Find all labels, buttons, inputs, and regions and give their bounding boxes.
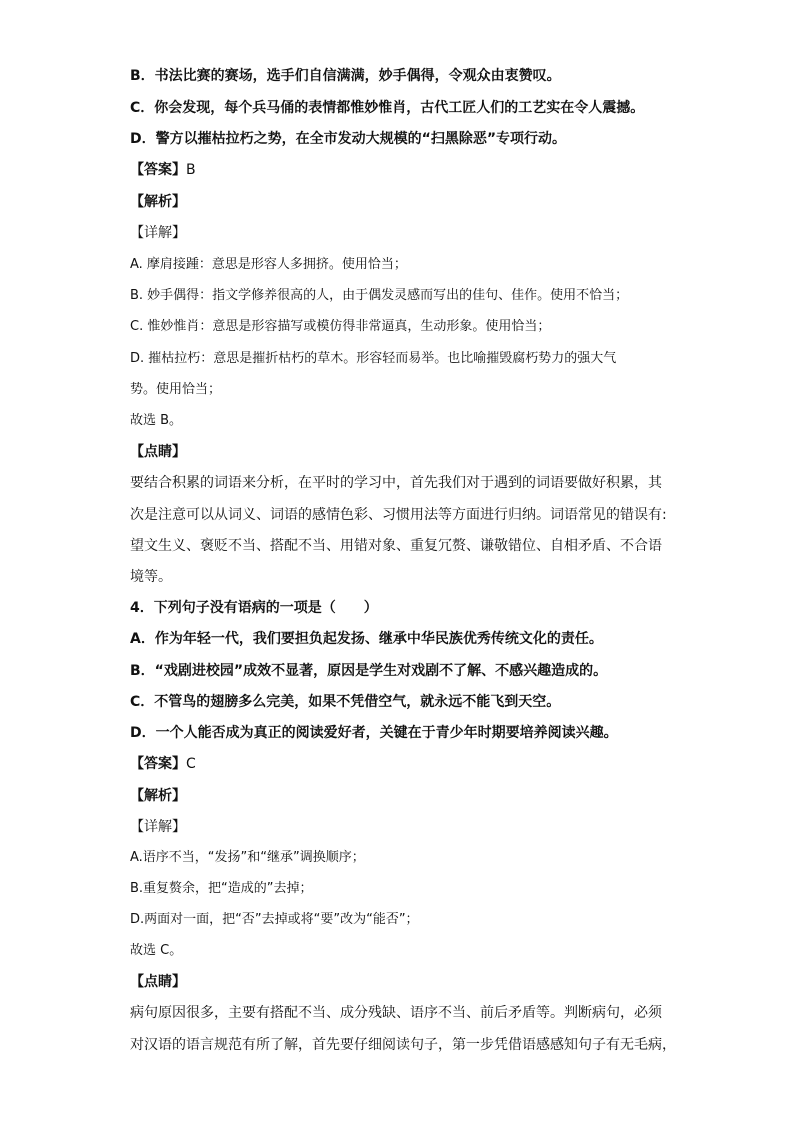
q4-detail-d: D.两面对一面，把“否”去掉或将“要”改为“能否”； [130, 912, 419, 927]
q4-answer [130, 754, 196, 774]
q3-tip-line: 要结合积累的词语来分析，在平时的学习中，首先我们对于遇到的词语要做好积累，其 [130, 475, 662, 491]
q4-option-c: C．不管鸟的翅膀多么完美，如果不凭借空气，就永远不能飞到天空。 [130, 694, 561, 710]
q4-tip-line: 对汉语的语言规范有所了解，首先要仔细阅读句子，第一步凭借语感感知句子有无毛病， [130, 1037, 676, 1053]
q3-tip-label: 【点睛】 [130, 444, 186, 460]
q3-answer [130, 160, 196, 180]
q4-detail-a: A.语序不当，“发扬”和“继承”调换顺序； [130, 850, 365, 865]
q3-detail-d: D. 摧枯拉朽：意思是摧折枯朽的草木。形容轻而易举。也比喻摧毁腐朽势力的强大气 [130, 351, 617, 366]
q3-detail-label: 【详解】 [130, 225, 186, 241]
q4-option-b: B．“戏剧进校园”成效不显著，原因是学生对戏剧不了解、不感兴趣造成的。 [130, 663, 608, 679]
q4-option-d: D．一个人能否成为真正的阅读爱好者，关键在于青少年时期要培养阅读兴趣。 [130, 725, 618, 741]
q3-detail-c: C. 惟妙惟肖：意思是形容描写或模仿得非常逼真，生动形象。使用恰当； [130, 319, 551, 334]
answer-value: B [186, 162, 196, 178]
q3-detail-a: A. 摩肩接踵：意思是形容人多拥挤。使用恰当； [130, 257, 407, 272]
q4-stem: 4．下列句子没有语病的一项是（ ） [130, 600, 378, 616]
q3-tip-line: 次是注意可以从词义、词语的感情色彩、习惯用法等方面进行归纳。词语常见的错误有: [130, 507, 667, 523]
q3-tip-line: 境等。 [130, 569, 172, 585]
q4-tip-line: 病句原因很多，主要有搭配不当、成分残缺、语序不当、前后矛盾等。判断病句，必须 [130, 1005, 662, 1021]
q3-option-c: C．你会发现，每个兵马俑的表情都惟妙惟肖，古代工匠人们的工艺实在令人震撼。 [130, 100, 645, 116]
q3-option-d: D．警方以摧枯拉朽之势，在全市发动大规模的“扫黑除恶”专项行动。 [130, 131, 567, 147]
q3-conclusion: 故选 B。 [130, 413, 183, 428]
q3-detail-b: B. 妙手偶得：指文学修养很高的人，由于偶发灵感而写出的佳句、佳作。使用不恰当； [130, 288, 629, 303]
q3-option-b: B．书法比赛的赛场，选手们自信满满，妙手偶得，令观众由衷赞叹。 [130, 68, 561, 84]
q4-analysis-label: 【解析】 [130, 788, 186, 804]
q4-tip-label: 【点睛】 [130, 974, 186, 990]
q3-tip-line: 望文生义、褒贬不当、搭配不当、用错对象、重复冗赘、谦敬错位、自相矛盾、不合语 [130, 538, 662, 554]
q4-conclusion: 故选 C。 [130, 943, 183, 958]
answer-label: 【答案】 [130, 162, 186, 178]
answer-value: C [186, 756, 196, 772]
q4-detail-label: 【详解】 [130, 819, 186, 835]
q3-detail-d-cont: 势。使用恰当； [130, 382, 222, 397]
q4-option-a: A．作为年轻一代，我们要担负起发扬、继承中华民族优秀传统文化的责任。 [130, 631, 603, 647]
answer-label: 【答案】 [130, 756, 186, 772]
q3-analysis-label: 【解析】 [130, 194, 186, 210]
q4-detail-b: B.重复赘余，把“造成的”去掉； [130, 881, 313, 896]
